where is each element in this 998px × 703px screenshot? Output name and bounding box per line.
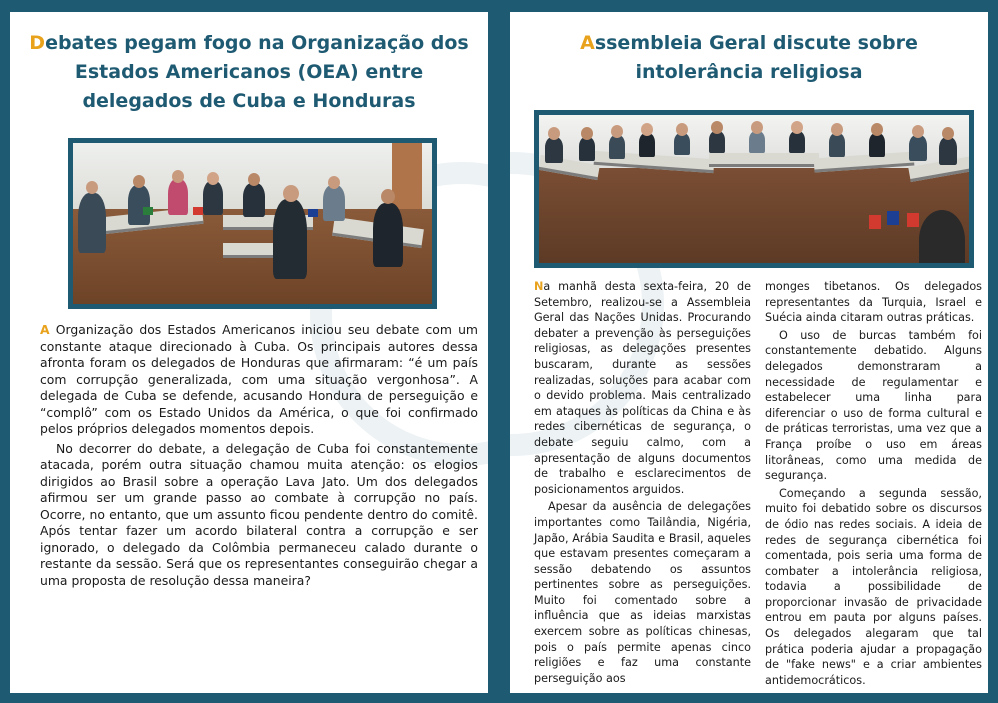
right-article-body [534, 279, 982, 690]
left-article-body [40, 322, 478, 592]
left-paragraph-1: A Organização dos Estados Americanos iniciou seu debate com um constante ataque direcionado à Cuba. Os principais autores dessa afronta foram os delegados de Honduras que afirmaram: “é um país com corrupção generalizada, com uma situação vergonhosa”. A delegada de Cuba se defende, acusando Hondura de perseguição e “complô” com os Estado Unidos da América, o que foi confirmado pelos próprios delegados momentos depois. [40, 322, 478, 436]
right-paragraph-3: monges tibetanos. Os delegados representantes da Turquia, Israel e Suécia ainda citaram outras práticas. [765, 280, 982, 325]
right-column-1 [534, 279, 751, 690]
right-page [510, 12, 988, 693]
left-article-photo [68, 138, 437, 309]
left-page [10, 12, 488, 693]
left-article-title [10, 29, 488, 116]
right-column-2 [765, 279, 982, 690]
left-title-initial: D [29, 32, 46, 54]
right-paragraph-2: Apesar da ausência de delegações importantes como Tailândia, Nigéria, Japão, Arábia Saudita e Brasil, aqueles que estavam presentes começaram a sessão debatendo os assuntos pertinentes sobre as perseguições. Muito foi comentado sobre a influência que as ideias marxistas exercem sobre as políticas chinesas, pois o país permite apenas cinco religiões e faz uma constante perseguição aos [534, 500, 751, 685]
right-paragraph-5: Começando a segunda sessão, muito foi debatido sobre os discursos de ódio nas redes sociais. A ideia de redes de segurança cibernética foi comentada, pois seria uma forma de combater a intolerância religiosa, todavia a possibilidade de proporcionar invasão de privacidade entrou em pauta por alguns países. Os delegados alegaram que tal prática poderia ajudar a propagação de "fake news" e a criar ambientes antidemocráticos. [765, 486, 982, 687]
right-paragraph-1: Na manhã desta sexta-feira, 20 de Setembro, realizou-se a Assembleia Geral das Nações Unidas. Procurando debater a prevenção às perseguições religiosas, as delegações presentes buscaram, durante as sessões realizadas, soluções para acabar com o devido problema. Mais centralizado em ataques às políticas da China e às redes cibernéticas de segurança, o debate seguiu calmo, com a apresentação de alguns documentos de trabalho e esclarecimentos de posicionamentos arguidos. [534, 280, 751, 496]
right-article-title [510, 29, 988, 87]
right-title-initial: A [580, 32, 595, 54]
left-paragraph-2: No decorrer do debate, a delegação de Cuba foi constantemente atacada, porém outra situação chamou muita atenção: os elogios dirigidos ao Brasil sobre a operação Lava Jato. Um dos delegados afirmou ser um grande passo ao combate à corrupção no país. Ocorre, no entanto, que um assunto ficou pendente dentro do comitê. Após tentar fazer um acordo bilateral contra a corrupção e ser ignorado, o delegado da Colômbia permaneceu calado durante o restante da sessão. Será que os representantes conseguirão chegar a uma proposta de resolução dessa maneira? [40, 440, 478, 588]
left-title-text: ebates pegam fogo na Organização dos Estados Americanos (OEA) entre delegados de Cuba e Honduras [45, 32, 469, 112]
right-article-photo [534, 110, 974, 268]
right-title-text: ssembleia Geral discute sobre intolerância religiosa [594, 32, 918, 83]
right-paragraph-4: O uso de burcas também foi constantemente debatido. Alguns delegados demonstraram a necessidade de regulamentar e estabelecer uma linha para diferenciar o uso de forma cultural e de práticas terroristas, uma vez que a França proíbe o uso em áreas litorâneas, como uma medida de segurança. [765, 328, 982, 483]
